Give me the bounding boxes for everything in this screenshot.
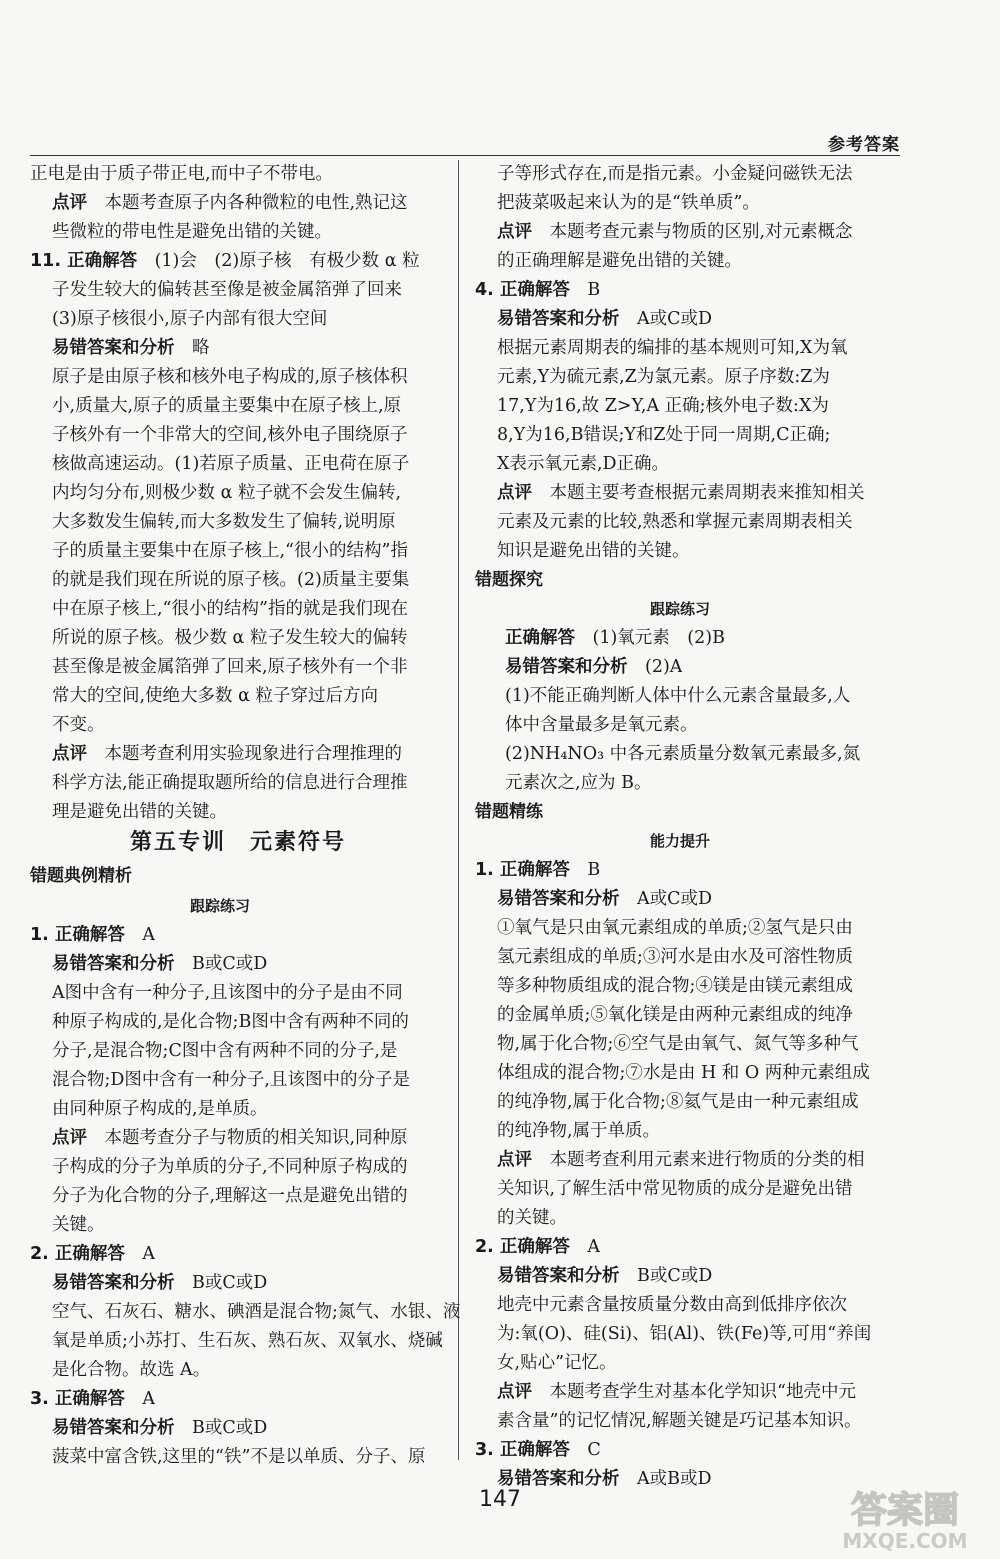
labeled-line xyxy=(30,247,420,276)
text-line: 把菠菜吸起来认为的是“铁单质”。 xyxy=(497,193,760,213)
section-heading: 错题探究 xyxy=(475,570,543,590)
labeled-line xyxy=(497,305,712,334)
text-line: 子构成的分子为单质的分子,不同种原子构成的 xyxy=(52,1157,408,1177)
text-line: 的关键。 xyxy=(497,1208,567,1228)
line-label: 点评 xyxy=(497,1382,532,1402)
labeled-line xyxy=(52,740,402,769)
section-heading: 错题典例精析 xyxy=(30,866,132,886)
line-text: 本题考查元素与物质的区别,对元素概念 xyxy=(532,222,853,242)
text-line: 根据元素周期表的编排的基本规则可知,X为氧 xyxy=(497,338,848,358)
line-label: 点评 xyxy=(52,1128,87,1148)
labeled-line xyxy=(497,1262,712,1291)
text-line: ①氧气是只由氧元素组成的单质;②氢气是只由 xyxy=(497,918,853,938)
line-text: (1)氧元素 (2)B xyxy=(575,628,725,648)
line-label: 易错答案和分析 xyxy=(52,954,175,974)
subsection-heading: 能力提升 xyxy=(650,832,711,850)
line-label: 易错答案和分析 xyxy=(52,1273,175,1293)
line-text: C xyxy=(569,1440,601,1460)
text-line: 菠菜中富含铁,这里的“铁”不是以单质、分子、原 xyxy=(52,1447,426,1467)
line-text: (2)A xyxy=(627,657,683,677)
line-label: 1. 正确解答 xyxy=(30,925,125,945)
line-text: B或C或D xyxy=(174,954,268,974)
labeled-line xyxy=(52,189,408,218)
text-line: 17,Y为16,故 Z>Y,A 正确;核外电子数:X为 xyxy=(497,396,829,416)
labeled-line xyxy=(505,653,682,682)
text-line: (3)原子核很小,原子内部有很大空间 xyxy=(52,309,328,329)
line-text: 本题考查学生对基本化学知识“地壳中元 xyxy=(532,1382,856,1402)
line-text: B或C或D xyxy=(174,1273,268,1293)
line-text: A xyxy=(569,1237,601,1257)
page-number: 147 xyxy=(479,1487,521,1512)
line-label: 2. 正确解答 xyxy=(475,1237,570,1257)
text-line: 的纯净物,属于单质。 xyxy=(497,1121,661,1141)
line-text: 本题考查原子内各种微粒的电性,熟记这 xyxy=(87,193,408,213)
text-line: 氢元素组成的单质;③河水是由水及可溶性物质 xyxy=(497,947,853,967)
text-line: 空气、石灰石、糖水、碘酒是混合物;氮气、水银、液 xyxy=(52,1302,461,1322)
labeled-line xyxy=(497,1146,865,1175)
text-line: 核做高速运动。(1)若原子质量、正电荷在原子 xyxy=(52,454,410,474)
line-label: 易错答案和分析 xyxy=(497,889,620,909)
text-line: 的就是我们现在所说的原子核。(2)质量主要集 xyxy=(52,570,410,590)
line-label: 11. 正确解答 xyxy=(30,251,138,271)
text-line: 素含量”的记忆情况,解题关键是巧记基本知识。 xyxy=(497,1411,862,1431)
line-text: (1)会 (2)原子核 有极少数 α 粒 xyxy=(137,251,420,271)
labeled-line xyxy=(475,1436,601,1465)
text-line: 元素,Y为硫元素,Z为氯元素。原子序数:Z为 xyxy=(497,367,830,387)
text-line: 子核外有一个非常大的空间,核外电子围绕原子 xyxy=(52,425,408,445)
line-text: A xyxy=(124,1244,156,1264)
labeled-line xyxy=(30,921,155,950)
line-label: 点评 xyxy=(497,483,532,503)
line-label: 1. 正确解答 xyxy=(475,860,570,880)
text-line: 体中含量最多是氧元素。 xyxy=(505,715,698,735)
line-text: 本题考查利用实验现象进行合理推理的 xyxy=(87,744,402,764)
labeled-line xyxy=(52,1269,267,1298)
text-line: 子发生较大的偏转甚至像是被金属箔弹了回来 xyxy=(52,280,402,300)
text-line: 关键。 xyxy=(52,1215,105,1235)
text-line: 常大的空间,使绝大多数 α 粒子穿过后方向 xyxy=(52,686,379,706)
text-line: 小,质量大,原子的质量主要集中在原子核上,原 xyxy=(52,396,402,416)
text-line: 科学方法,能正确提取题所给的信息进行合理推 xyxy=(52,773,408,793)
text-line: 地壳中元素含量按质量分数由高到低排序依次 xyxy=(497,1295,847,1315)
watermark-logo xyxy=(820,1480,990,1555)
text-line: 种原子构成的,是化合物;B图中含有两种不同的 xyxy=(52,1012,409,1032)
labeled-line xyxy=(475,856,600,885)
line-label: 易错答案和分析 xyxy=(505,657,628,677)
text-line: 理是避免出错的关键。 xyxy=(52,802,227,822)
line-label: 3. 正确解答 xyxy=(475,1440,570,1460)
text-line: 子等形式存在,而是指元素。小金疑问磁铁无法 xyxy=(497,164,853,184)
line-text: 略 xyxy=(174,338,210,358)
labeled-line xyxy=(475,1233,600,1262)
line-text: 本题主要考查根据元素周期表来推知相关 xyxy=(532,483,865,503)
labeled-line xyxy=(497,479,865,508)
line-label: 易错答案和分析 xyxy=(497,1469,620,1489)
line-label: 正确解答 xyxy=(505,628,575,648)
text-line: 子的质量主要集中在原子核上,“很小的结构”指 xyxy=(52,541,408,561)
text-line: 的金属单质;⑤氧化镁是由两种元素组成的纯净 xyxy=(497,1005,853,1025)
line-text: B xyxy=(569,280,601,300)
text-line: 8,Y为16,B错误;Y和Z处于同一周期,C正确; xyxy=(497,425,831,445)
text-line: 知识是避免出错的关键。 xyxy=(497,541,690,561)
line-label: 点评 xyxy=(52,744,87,764)
text-line: 元素次之,应为 B。 xyxy=(505,773,652,793)
subsection-heading: 跟踪练习 xyxy=(190,897,251,915)
text-line: 关知识,了解生活中常见物质的成分是避免出错 xyxy=(497,1179,853,1199)
line-label: 易错答案和分析 xyxy=(52,338,175,358)
line-text: A或B或D xyxy=(619,1469,712,1489)
line-text: A或C或D xyxy=(619,889,713,909)
text-line: 氧是单质;小苏打、生石灰、熟石灰、双氧水、烧碱 xyxy=(52,1331,443,1351)
running-header: 参考答案 xyxy=(828,135,900,155)
line-label: 点评 xyxy=(52,193,87,213)
labeled-line xyxy=(30,1385,155,1414)
watermark-top: 答案圈 xyxy=(850,1490,960,1531)
text-line: (1)不能正确判断人体中什么元素含量最多,人 xyxy=(505,686,851,706)
line-label: 2. 正确解答 xyxy=(30,1244,125,1264)
labeled-line xyxy=(52,334,210,363)
watermark-bottom: MXQE.COM xyxy=(842,1529,968,1553)
labeled-line xyxy=(475,276,600,305)
labeled-line xyxy=(497,1378,856,1407)
text-line: (2)NH₄NO₃ 中各元素质量分数氧元素最多,氮 xyxy=(505,744,861,764)
text-line: 物,属于化合物;⑥空气是由氧气、氮气等多种气 xyxy=(497,1034,859,1054)
line-label: 易错答案和分析 xyxy=(52,1418,175,1438)
text-line: 分子,是混合物;C图中含有两种不同的分子,是 xyxy=(52,1041,398,1061)
text-line: 的正确理解是避免出错的关键。 xyxy=(497,251,742,271)
text-line: 元素及元素的比较,熟悉和掌握元素周期表相关 xyxy=(497,512,853,532)
text-line: 混合物;D图中含有一种分子,且该图中的分子是 xyxy=(52,1070,410,1090)
text-line: 些微粒的带电性是避免出错的关键。 xyxy=(52,222,332,242)
labeled-line xyxy=(52,1124,408,1153)
section-title: 第五专训 元素符号 xyxy=(130,830,347,855)
line-text: A xyxy=(124,925,156,945)
line-text: B或C或D xyxy=(174,1418,268,1438)
line-label: 点评 xyxy=(497,1150,532,1170)
subsection-heading: 跟踪练习 xyxy=(650,600,711,618)
text-line: 是化合物。故选 A。 xyxy=(52,1360,211,1380)
text-line: A图中含有一种分子,且该图中的分子是由不同 xyxy=(52,983,403,1003)
text-line: 不变。 xyxy=(52,715,105,735)
line-text: A xyxy=(124,1389,156,1409)
text-line: 所说的原子核。极少数 α 粒子发生较大的偏转 xyxy=(52,628,408,648)
labeled-line xyxy=(497,885,712,914)
line-label: 4. 正确解答 xyxy=(475,280,570,300)
labeled-line xyxy=(497,218,853,247)
line-text: B xyxy=(569,860,601,880)
line-text: 本题考查利用元素来进行物质的分类的相 xyxy=(532,1150,865,1170)
line-text: A或C或D xyxy=(619,309,713,329)
line-label: 易错答案和分析 xyxy=(497,1266,620,1286)
text-line: 原子是由原子核和核外电子构成的,原子核体积 xyxy=(52,367,408,387)
column-divider xyxy=(458,160,459,1460)
header-rule xyxy=(30,155,900,156)
labeled-line xyxy=(505,624,725,653)
line-label: 易错答案和分析 xyxy=(497,309,620,329)
text-line: 等多种物质组成的混合物;④镁是由镁元素组成 xyxy=(497,976,853,996)
text-line: 甚至像是被金属箔弹了回来,原子核外有一个非 xyxy=(52,657,408,677)
text-line: 分子为化合物的分子,理解这一点是避免出错的 xyxy=(52,1186,408,1206)
text-line: 的纯净物,属于化合物;⑧氦气是由一种元素组成 xyxy=(497,1092,859,1112)
labeled-line xyxy=(52,1414,267,1443)
line-label: 3. 正确解答 xyxy=(30,1389,125,1409)
text-line: 内均匀分布,则极少数 α 粒子就不会发生偏转, xyxy=(52,483,402,503)
text-line: X表示氧元素,D正确。 xyxy=(497,454,670,474)
text-line: 为:氧(O)、硅(Si)、铝(Al)、铁(Fe)等,可用“养闺 xyxy=(497,1324,872,1344)
labeled-line xyxy=(52,950,267,979)
labeled-line xyxy=(30,1240,155,1269)
line-label: 点评 xyxy=(497,222,532,242)
text-line: 由同种原子构成的,是单质。 xyxy=(52,1099,268,1119)
text-line: 大多数发生偏转,而大多数发生了偏转,说明原 xyxy=(52,512,396,532)
text-line: 中在原子核上,“很小的结构”指的就是我们现在 xyxy=(52,599,408,619)
section-heading: 错题精练 xyxy=(475,802,543,822)
text-line: 正电是由于质子带正电,而中子不带电。 xyxy=(30,164,334,184)
text-line: 女,贴心”记忆。 xyxy=(497,1353,617,1373)
text-line: 体组成的混合物;⑦水是由 H 和 O 两种元素组成 xyxy=(497,1063,870,1083)
line-text: 本题考查分子与物质的相关知识,同种原 xyxy=(87,1128,408,1148)
line-text: B或C或D xyxy=(619,1266,713,1286)
